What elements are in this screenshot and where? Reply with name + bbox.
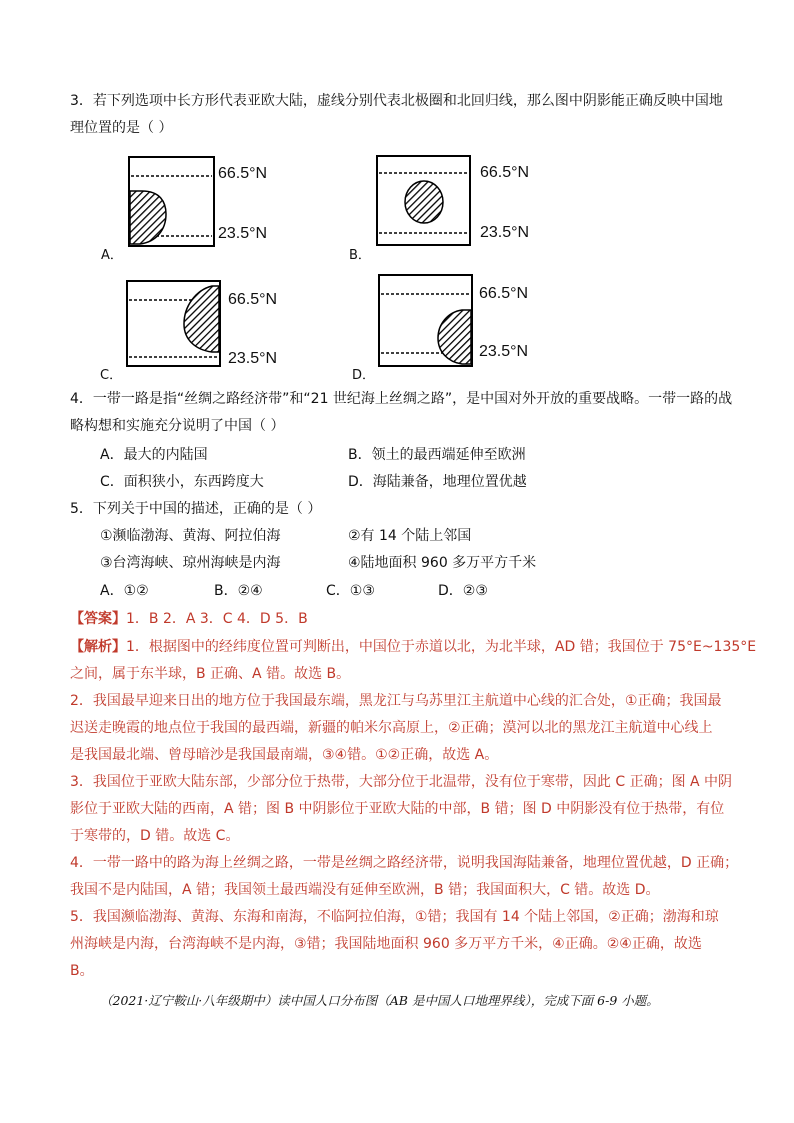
analysis-p3-line-3: 于寒带的，D 错。故选 C。 bbox=[70, 828, 240, 844]
figure-c-label: C． bbox=[100, 368, 123, 383]
figure-c-top-latitude: 66.5°N bbox=[228, 291, 278, 308]
analysis-p4-line-1: 4．一带一路中的路为海上丝绸之路，一带是丝绸之路经济带，说明我国海陆兼备，地理位置优越，D 正确； bbox=[70, 855, 739, 871]
answer-line bbox=[70, 608, 308, 628]
figure-c-bottom-latitude: 23.5°N bbox=[228, 350, 278, 367]
analysis-p5-line-2: 州海峡是内海，台湾海峡不是内海，③错；我国陆地面积 960 多万平方千米，④正确。②④正确，故选 bbox=[70, 936, 702, 952]
analysis-p2-line-3: 是我国最北端、曾母暗沙是我国最南端，③④错。①②正确，故选 A。 bbox=[70, 747, 499, 763]
analysis-p2-line-1: 2．我国最早迎来日出的地方位于我国最东端，黑龙江与乌苏里江主航道中心线的汇合处，①正确；我国最 bbox=[70, 693, 722, 709]
question-5-item-4: ④陆地面积 960 多万平方千米 bbox=[348, 555, 537, 571]
analysis-p2-line-2: 迟送走晚霞的地点位于我国的最西端，新疆的帕米尔高原上，②正确；漠河以北的黑龙江主航道中心线上 bbox=[70, 720, 713, 736]
analysis-p5-line-1: 5．我国濒临渤海、黄海、东海和南海，不临阿拉伯海，①错；我国有 14 个陆上邻国，②正确；渤海和琼 bbox=[70, 909, 719, 925]
figure-b-rect bbox=[376, 155, 472, 247]
analysis-p5-line-3: B。 bbox=[70, 963, 94, 979]
analysis bbox=[70, 634, 757, 985]
question-5-option-a: A．①② bbox=[100, 583, 149, 599]
question-3-line-2: 理位置的是（ ） bbox=[70, 120, 173, 136]
analysis-p1-text-1: 1．根据图中的经纬度位置可判断出，中国位于赤道以北，为北半球，AD 错；我国位于 75°E~135°E bbox=[126, 639, 757, 655]
figure-d-rect bbox=[378, 274, 474, 368]
question-4-line-1: 4．一带一路是指“丝绸之路经济带”和“21 世纪海上丝绸之路”，是中国对外开放的重要战略。一带一路的战 bbox=[70, 391, 733, 407]
figure-a-rect bbox=[128, 156, 216, 248]
question-4-line-2: 略构想和实施充分说明了中国（ ） bbox=[70, 418, 285, 434]
answer-text: 1．B 2．A 3．C 4．D 5．B bbox=[126, 611, 308, 627]
question-4-option-c: C．面积狭小，东西跨度大 bbox=[100, 474, 264, 490]
question-3 bbox=[70, 88, 726, 142]
question-5-stem: 5．下列关于中国的描述，正确的是（ ） bbox=[70, 501, 322, 517]
question-3-line-1: 3．若下列选项中长方形代表亚欧大陆，虚线分别代表北极圈和北回归线，那么图中阴影能正确反映中国地 bbox=[70, 93, 723, 109]
question-5-item-2: ②有 14 个陆上邻国 bbox=[348, 528, 472, 544]
question-4-option-d: D．海陆兼备，地理位置优越 bbox=[348, 474, 527, 490]
figure-a-bottom-latitude: 23.5°N bbox=[218, 225, 268, 242]
figure-b-top-latitude: 66.5°N bbox=[480, 164, 530, 181]
question-4 bbox=[70, 386, 733, 440]
figure-c-rect bbox=[126, 280, 222, 368]
figure-b-bottom-latitude: 23.5°N bbox=[480, 224, 530, 241]
answer-tag: 【答案】 bbox=[70, 611, 126, 627]
figure-a-label: A． bbox=[101, 248, 123, 263]
analysis-tag: 【解析】 bbox=[70, 639, 126, 655]
question-5-option-d: D．②③ bbox=[438, 583, 488, 599]
figure-d-bottom-latitude: 23.5°N bbox=[479, 343, 529, 360]
figure-b-label: B． bbox=[349, 248, 371, 263]
next-question-source: （2021·辽宁鞍山·八年级期中）读中国人口分布图（AB 是中国人口地理界线），完成下面 6-9 小题。 bbox=[100, 993, 659, 1008]
analysis-p4-line-2: 我国不是内陆国，A 错；我国领土最西端没有延伸至欧洲，B 错；我国面积大，C 错。故选 D。 bbox=[70, 882, 660, 898]
analysis-p3-line-1: 3．我国位于亚欧大陆东部，少部分位于热带，大部分位于北温带，没有位于寒带，因此 C 正确；图 A 中阴 bbox=[70, 774, 733, 790]
question-5-option-b: B．②④ bbox=[214, 583, 263, 599]
question-4-option-a: A．最大的内陆国 bbox=[100, 447, 208, 463]
question-4-option-b: B．领土的最西端延伸至欧洲 bbox=[348, 447, 526, 463]
analysis-p1-line-2: 之间，属于东半球，B 正确、A 错。故选 B。 bbox=[70, 666, 351, 682]
question-5-item-1: ①濒临渤海、黄海、阿拉伯海 bbox=[100, 528, 281, 544]
question-5-item-3: ③台湾海峡、琼州海峡是内海 bbox=[100, 555, 281, 571]
figure-d-top-latitude: 66.5°N bbox=[479, 285, 529, 302]
figure-d-label: D． bbox=[352, 368, 376, 383]
question-5-option-c: C．①③ bbox=[326, 583, 375, 599]
analysis-p1-line-1 bbox=[70, 634, 757, 661]
analysis-p3-line-2: 影位于亚欧大陆的西南，A 错；图 B 中阴影位于亚欧大陆的中部，B 错；图 D 中阴影没有位于热带，有位 bbox=[70, 801, 725, 817]
figure-a-top-latitude: 66.5°N bbox=[218, 165, 268, 182]
